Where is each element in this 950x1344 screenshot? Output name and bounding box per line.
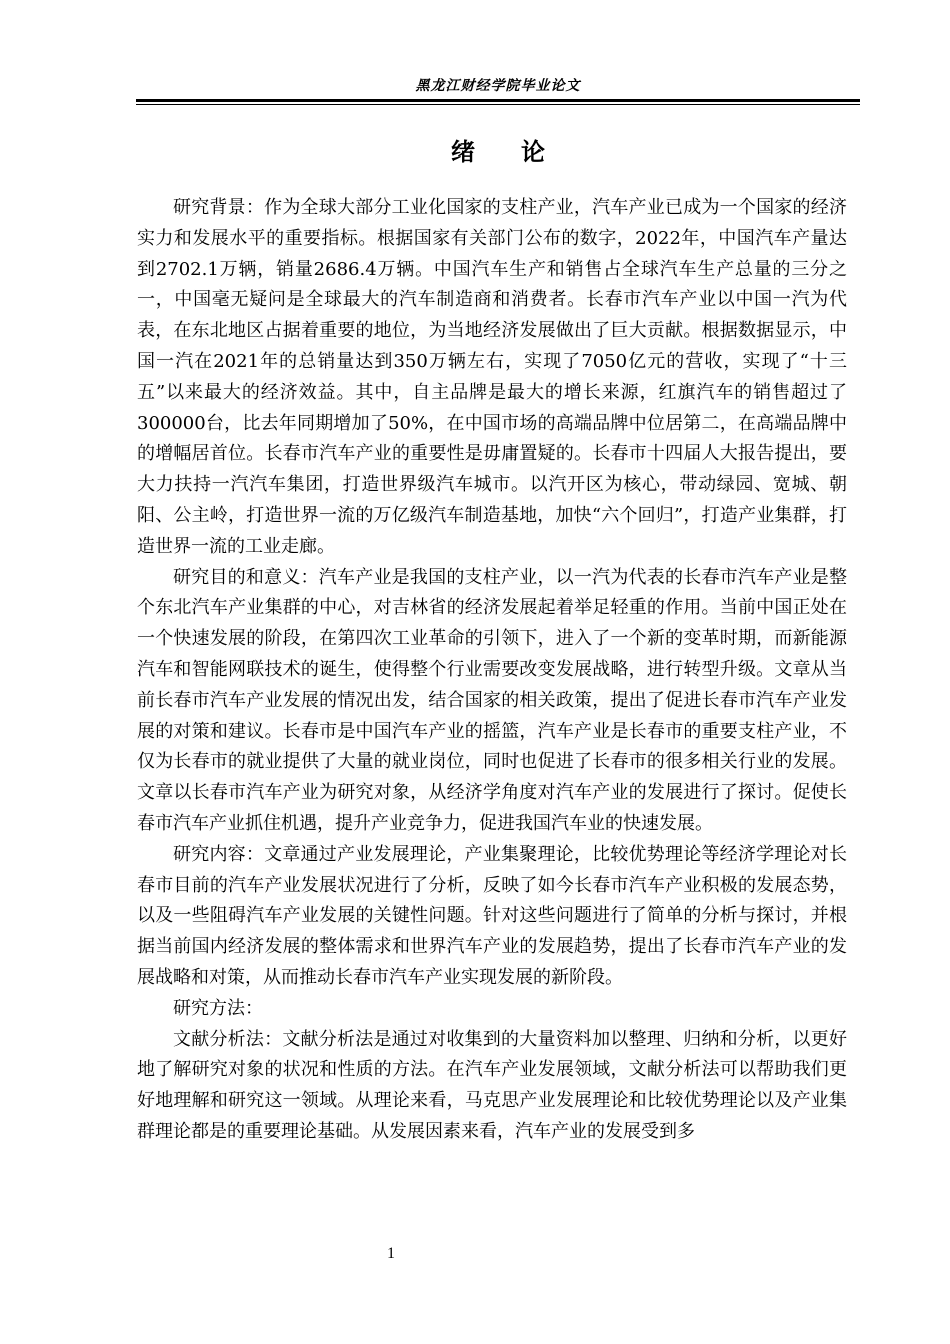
body-text [137,193,847,1148]
chapter-title-part-1: 绪 [451,138,475,166]
paragraph-research-purpose: 研究目的和意义：汽车产业是我国的支柱产业，以一汽为代表的长春市汽车产业是整个东北汽车产业集群的中心，对吉林省的经济发展起着举足轻重的作用。当前中国正处在一个快速发展的阶段，在第四次工业革命的引领下，进入了一个新的变革时期，而新能源汽车和智能网联技术的诞生，使得整个行业需要改变发展战略，进行转型升级。文章从当前长春市汽车产业发展的情况出发，结合国家的相关政策，提出了促进长春市汽车产业发展的对策和建议。长春市是中国汽车产业的摇篮，汽车产业是长春市的重要支柱产业，不仅为长春市的就业提供了大量的就业岗位，同时也促进了长春市的很多相关行业的发展。文章以长春市汽车产业为研究对象，从经济学角度对汽车产业的发展进行了探讨。促使长春市汽车产业抓住机遇，提升产业竞争力，促进我国汽车业的快速发展。 [137,566,847,834]
paragraph-research-content: 研究内容：文章通过产业发展理论，产业集聚理论，比较优势理论等经济学理论对长春市目前的汽车产业发展状况进行了分析，反映了如今长春市汽车产业积极的发展态势，以及一些阻碍汽车产业发展的关键性问题。针对这些问题进行了简单的分析与探讨，并根据当前国内经济发展的整体需求和世界汽车产业的发展趋势，提出了长春市汽车产业的发展战略和对策，从而推动长春市汽车产业实现发展的新阶段。 [137,843,847,988]
header-rule-thick [136,99,860,102]
chapter-title [136,134,860,170]
paragraph-research-background: 研究背景：作为全球大部分工业化国家的支柱产业，汽车产业已成为一个国家的经济实力和发展水平的重要指标。根据国家有关部门公布的数字，2022年，中国汽车产量达到2702.1万辆，销量2686.4万辆。中国汽车生产和销售占全球汽车生产总量的三分之一，中国毫无疑问是全球最大的汽车制造商和消费者。长春市汽车产业以中国一汽为代表，在东北地区占据着重要的地位，为当地经济发展做出了巨大贡献。根据数据显示，中国一汽在2021年的总销量达到350万辆左右，实现了7050亿元的营收，实现了“十三五”以来最大的经济效益。其中，自主品牌是最大的增长来源，红旗汽车的销售超过了300000台，比去年同期增加了50%，在中国市场的高端品牌中位居第二，在高端品牌中的增幅居首位。长春市汽车产业的重要性是毋庸置疑的。长春市十四届人大报告提出，要大力扶持一汽汽车集团，打造世界级汽车城市。以汽开区为核心，带动绿园、宽城、朝阳、公主岭，打造世界一流的万亿级汽车制造基地，加快“六个回归”，打造产业集群，打造世界一流的工业走廊。 [137,197,847,557]
chapter-title-part-2: 论 [521,138,545,166]
paragraph-literature-analysis: 文献分析法：文献分析法是通过对收集到的大量资料加以整理、归纳和分析，以更好地了解研究对象的状况和性质的方法。在汽车产业发展领域，文献分析法可以帮助我们更好地理解和研究这一领域。从理论来看，马克思产业发展理论和比较优势理论以及产业集群理论都是的重要理论基础。从发展因素来看，汽车产业的发展受到多 [137,1028,847,1142]
running-header: 黑龙江财经学院毕业论文 [415,78,581,94]
header-rule-thin [136,104,860,105]
page-number: 1 [387,1245,395,1262]
paragraph-research-methods-heading: 研究方法： [173,997,263,1019]
